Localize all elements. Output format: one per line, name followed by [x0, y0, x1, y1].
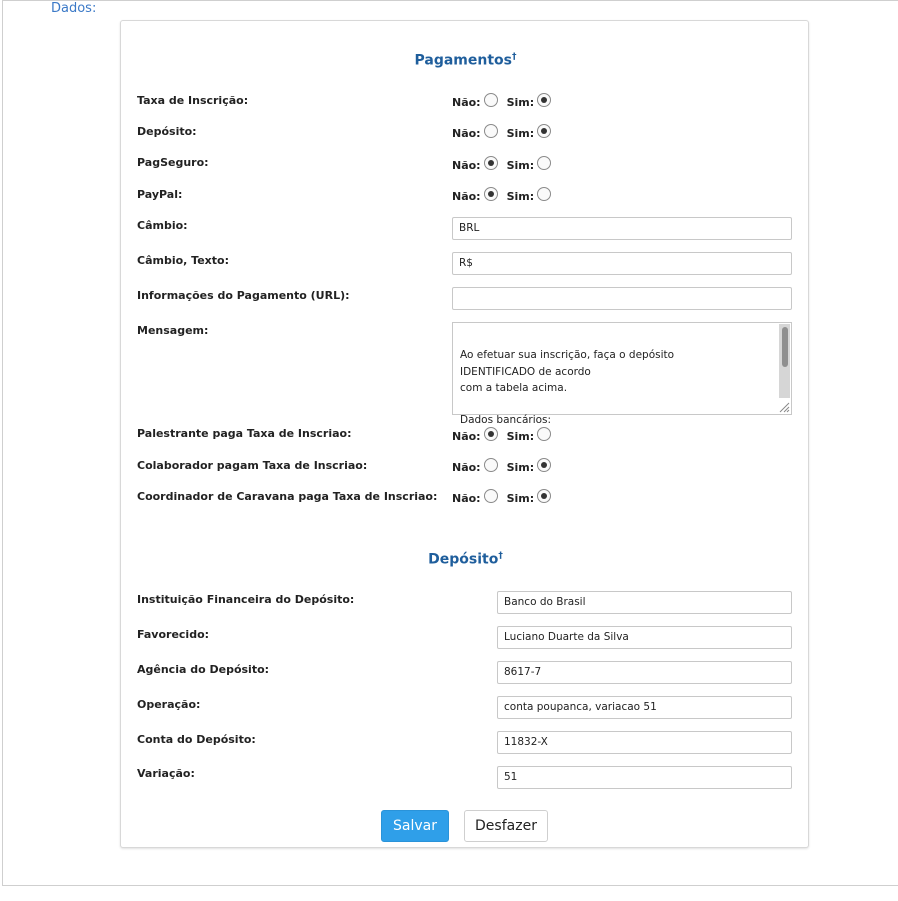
deposito-sim-radio[interactable] — [537, 124, 551, 138]
palestrante-label: Palestrante paga Taxa de Inscriao: — [137, 427, 352, 440]
paypal-nao-radio[interactable] — [484, 187, 498, 201]
nao-label: Não: — [452, 491, 481, 505]
cambio-texto-input[interactable]: R$ — [452, 252, 792, 275]
palestrante-nao-radio[interactable] — [484, 427, 498, 441]
coordinador-radio-group — [452, 491, 551, 505]
paypal-label: PayPal: — [137, 188, 183, 201]
operacao-input[interactable]: conta poupanca, variacao 51 — [497, 696, 792, 719]
coordinador-nao-radio[interactable] — [484, 489, 498, 503]
sim-label: Sim: — [506, 460, 535, 474]
taxa-inscricao-nao-radio[interactable] — [484, 93, 498, 107]
variacao-label: Variação: — [137, 767, 195, 780]
nao-label: Não: — [452, 189, 481, 203]
pagseguro-label: PagSeguro: — [137, 156, 209, 169]
favorecido-input[interactable]: Luciano Duarte da Silva — [497, 626, 792, 649]
colaborador-sim-radio[interactable] — [537, 458, 551, 472]
coordinador-sim-radio[interactable] — [537, 489, 551, 503]
taxa-inscricao-radio-group — [452, 95, 551, 109]
palestrante-sim-radio[interactable] — [537, 427, 551, 441]
pagseguro-radio-group — [452, 158, 551, 172]
info-url-input[interactable] — [452, 287, 792, 310]
deposito-nao-radio[interactable] — [484, 124, 498, 138]
sim-label: Sim: — [506, 189, 535, 203]
favorecido-label: Favorecido: — [137, 628, 210, 641]
deposito-title-text: Depósito — [428, 551, 499, 568]
dados-label: Dados: — [51, 1, 97, 16]
pagamentos-title-text: Pagamentos — [414, 52, 512, 69]
conta-input[interactable]: 11832-X — [497, 731, 792, 754]
deposito-radio-group — [452, 126, 551, 140]
nao-label: Não: — [452, 460, 481, 474]
deposito-label: Depósito: — [137, 125, 197, 138]
nao-label: Não: — [452, 126, 481, 140]
pagseguro-sim-radio[interactable] — [537, 156, 551, 170]
palestrante-radio-group — [452, 429, 551, 443]
taxa-inscricao-sim-radio[interactable] — [537, 93, 551, 107]
colaborador-label: Colaborador pagam Taxa de Inscriao: — [137, 459, 368, 472]
nao-label: Não: — [452, 429, 481, 443]
taxa-inscricao-label: Taxa de Inscrição: — [137, 94, 249, 107]
instituicao-label: Instituição Financeira do Depósito: — [137, 593, 355, 606]
cambio-label: Câmbio: — [137, 219, 188, 232]
sim-label: Sim: — [506, 126, 535, 140]
agencia-input[interactable]: 8617-7 — [497, 661, 792, 684]
paypal-radio-group — [452, 189, 551, 203]
settings-panel — [120, 20, 809, 848]
colaborador-nao-radio[interactable] — [484, 458, 498, 472]
cambio-input[interactable]: BRL — [452, 217, 792, 240]
nao-label: Não: — [452, 158, 481, 172]
conta-label: Conta do Depósito: — [137, 733, 256, 746]
coordinador-label: Coordinador de Caravana paga Taxa de Inscriao: — [137, 490, 438, 503]
pagseguro-nao-radio[interactable] — [484, 156, 498, 170]
save-button[interactable]: Salvar — [381, 810, 449, 842]
pagamentos-title-mark: † — [512, 52, 517, 62]
sim-label: Sim: — [506, 491, 535, 505]
agencia-label: Agência do Depósito: — [137, 663, 270, 676]
deposito-title-mark: † — [498, 551, 503, 561]
sim-label: Sim: — [506, 158, 535, 172]
mensagem-textarea[interactable] — [452, 322, 792, 427]
mensagem-text: Ao efetuar sua inscrição, faça o depósito IDENTIFICADO de acordo com a tabela acima. Dados bancários: — [460, 349, 675, 427]
nao-label: Não: — [452, 95, 481, 109]
paypal-sim-radio[interactable] — [537, 187, 551, 201]
deposito-title — [121, 551, 810, 568]
colaborador-radio-group — [452, 460, 551, 474]
undo-button[interactable]: Desfazer — [464, 810, 548, 842]
sim-label: Sim: — [506, 429, 535, 443]
mensagem-scrollbar-thumb[interactable] — [782, 327, 788, 367]
operacao-label: Operação: — [137, 698, 201, 711]
mensagem-label: Mensagem: — [137, 324, 209, 337]
cambio-texto-label: Câmbio, Texto: — [137, 254, 229, 267]
pagamentos-title — [121, 52, 810, 69]
sim-label: Sim: — [506, 95, 535, 109]
instituicao-input[interactable]: Banco do Brasil — [497, 591, 792, 614]
info-url-label: Informações do Pagamento (URL): — [137, 289, 350, 302]
variacao-input[interactable]: 51 — [497, 766, 792, 789]
resize-handle-icon[interactable] — [778, 401, 790, 413]
